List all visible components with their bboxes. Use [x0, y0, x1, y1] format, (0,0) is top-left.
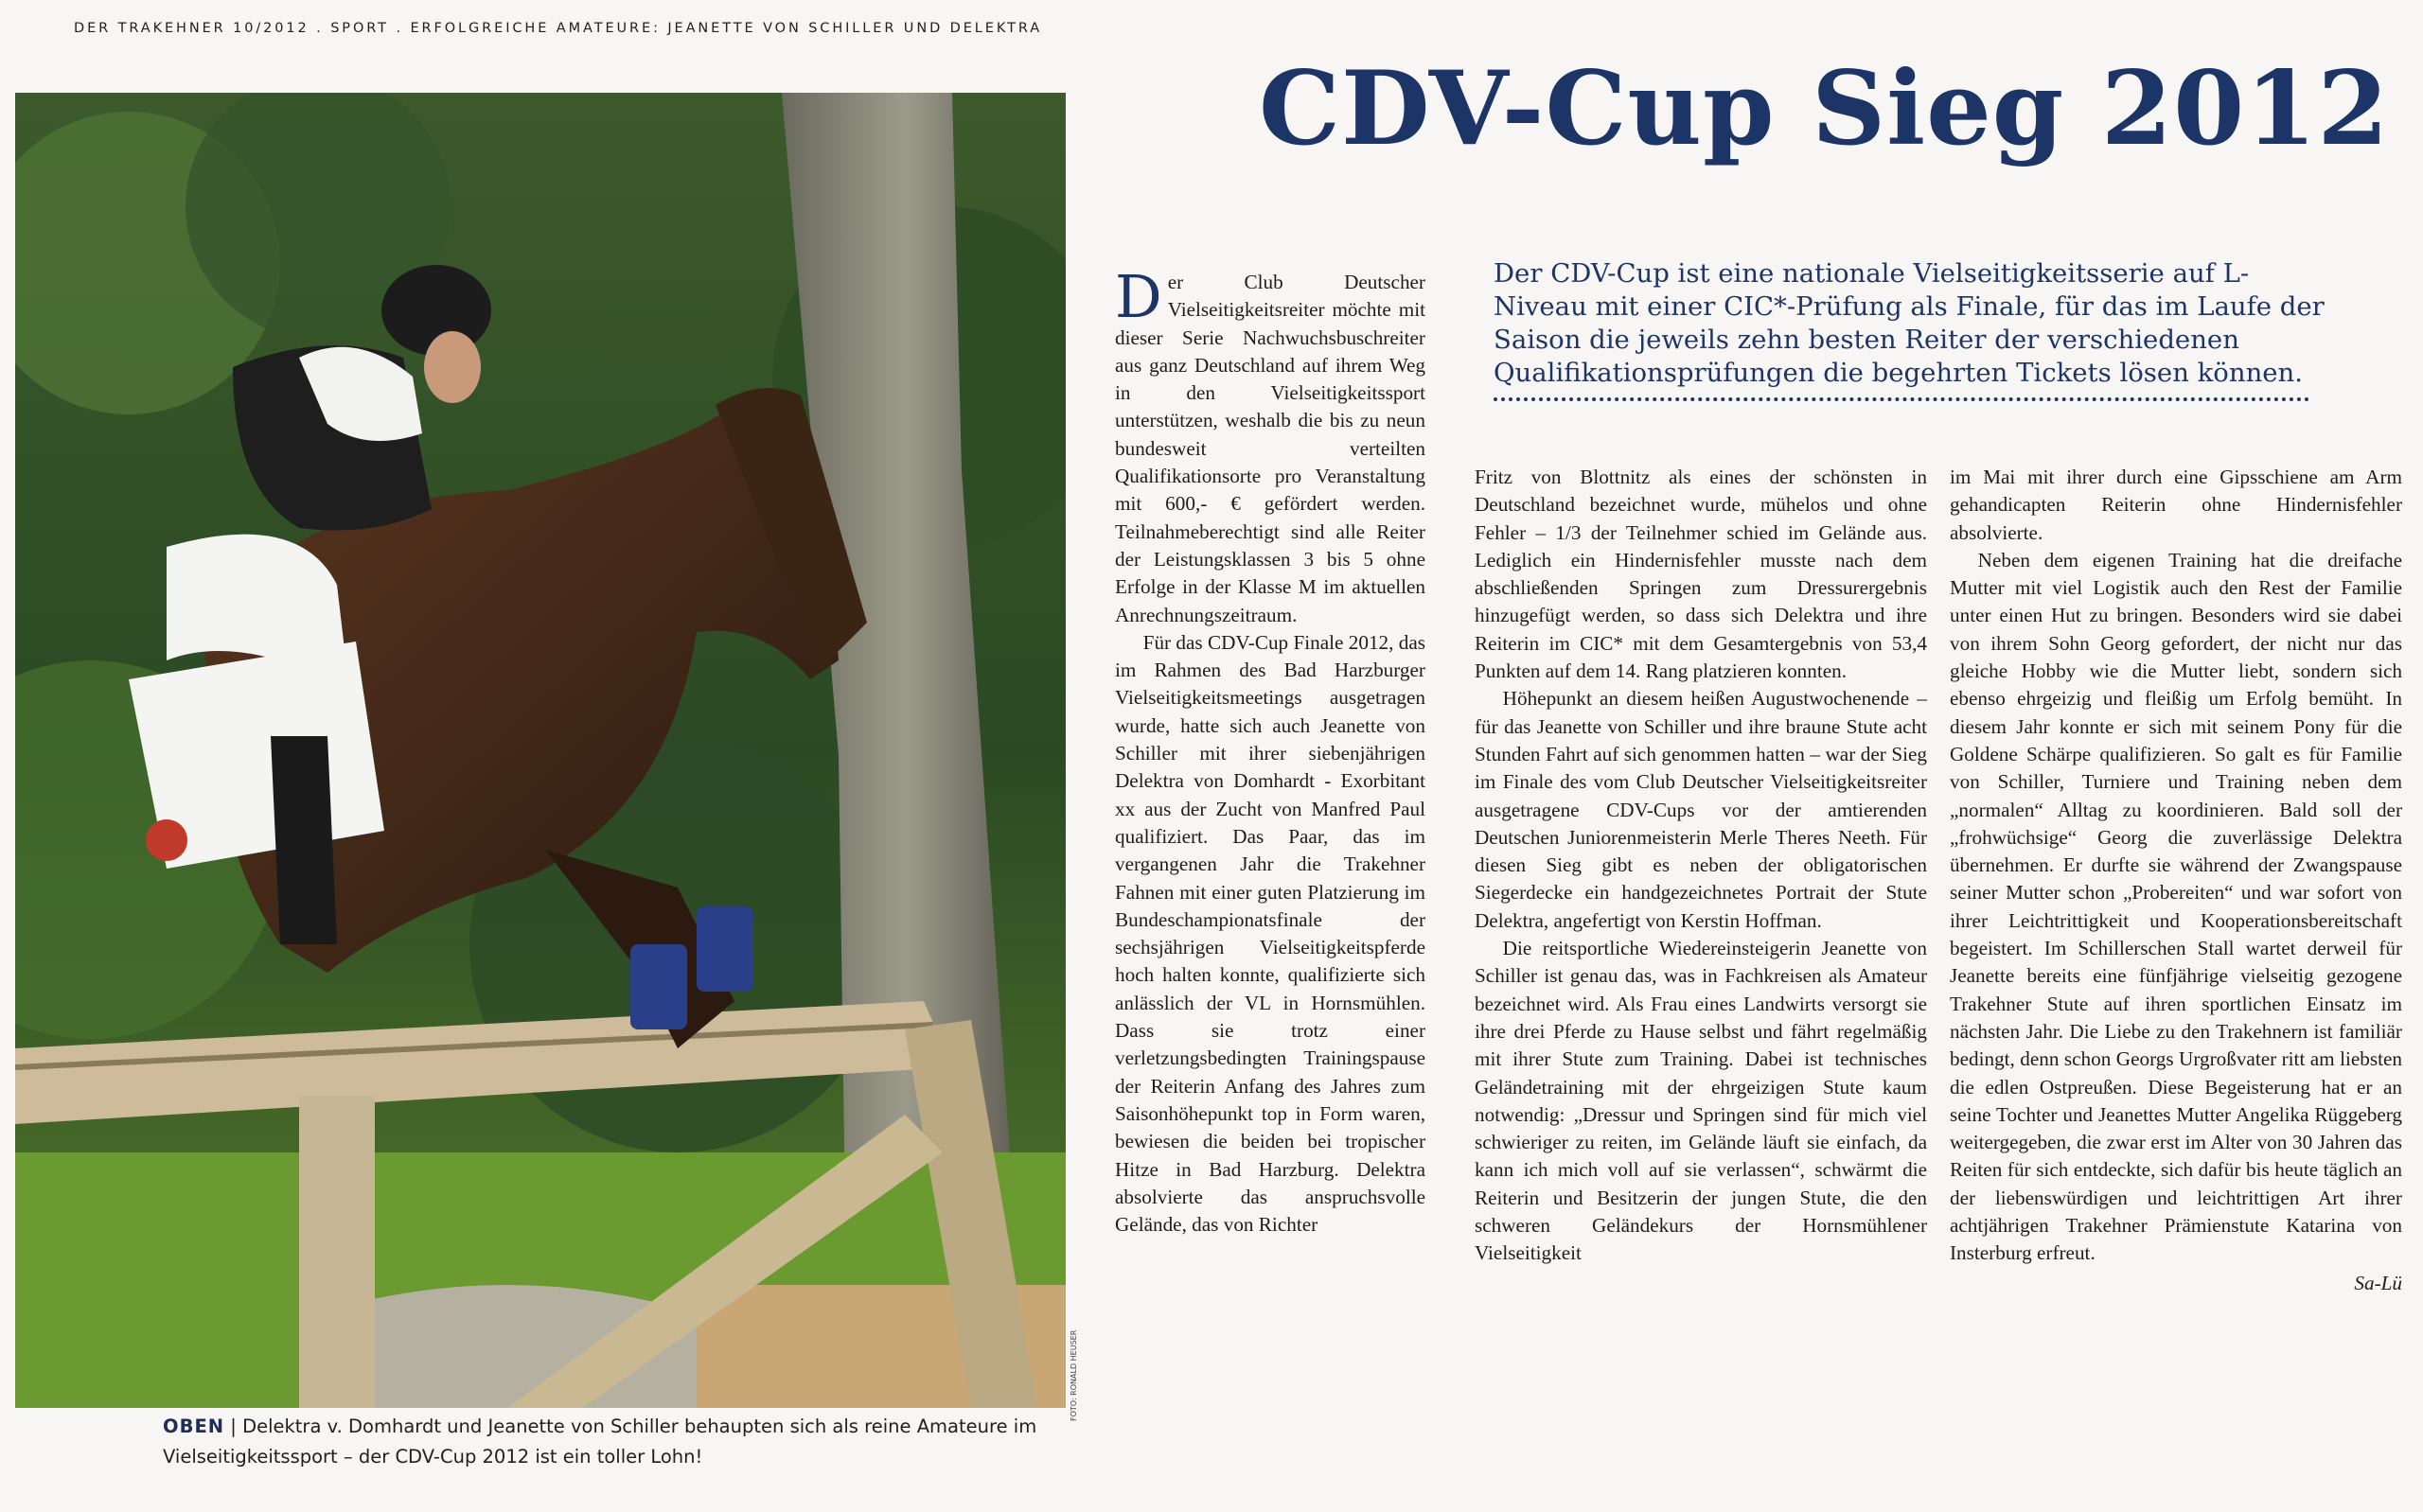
- article-column-3: [1950, 464, 2402, 1297]
- article-intro: Der CDV-Cup ist eine nationale Vielseitigkeitsserie auf L-Niveau mit einer CIC*-Prüfung als Finale, für das im Laufe der Saison die jeweils zehn besten Reiter der verschiedenen Qualifikationsprüfungen die begehrten Tickets lösen können.: [1494, 258, 2325, 388]
- photo-credit: FOTO: RONALD HEUSER: [1070, 1329, 1078, 1421]
- article-column-2: [1475, 464, 1927, 1268]
- article-title: CDV-Cup Sieg 2012: [1259, 49, 2390, 168]
- article-column-1: [1115, 262, 1425, 1239]
- drop-cap: D: [1115, 262, 1162, 331]
- paragraph: Neben dem eigenen Training hat die dreifache Mutter mit viel Logistik auch den Rest der Familie unter einen Hut zu bringen. Besonders wird sie dabei von ihrem Sohn Georg gefordert, der nicht nur das gleiche Hobby wie die Mutter liebt, sondern sich ebenso ehrgeizig und fleißig um Erfolg bemüht. In diesem Jahr konnte er sich mit seinem Pony für die Goldene Schärpe qualifizieren. So galt es für Familie von Schiller, Turniere und Training neben dem „normalen“ Alltag zu koordinieren. Bald soll der „frohwüchsige“ Georg die zuverlässige Delektra übernehmen. Er durfte sie während der Zwangspause seiner Mutter schon „Probereiten“ und war sofort von ihrer Leichtrittigkeit und Kooperationsbereitschaft begeistert. Im Schillerschen Stall wartet derweil für Jeanette bereits eine fünfjährige vielseitig gezogene Trakehner Stute auf ihren sportlichen Einsatz im nächsten Jahr. Die Liebe zu den Trakehnern ist familiär bedingt, denn schon Georgs Urgroßvater ritt am liebsten die edlen Ostpreußen. Diese Begeisterung hat er an seine Tochter und Jeanettes Mutter Angelika Rüggeberg weitergegeben, die zwar erst im Alter von 30 Jahren das Reiten für sich entdeckte, sich dafür bis heute täglich an der liebenswürdigen und leichtrittigen Art ihrer achtjährigen Trakehner Prämienstute Katarina von Insterburg erfreut.: [1950, 548, 2402, 1265]
- dotted-divider: [1494, 397, 2309, 401]
- paragraph: [1115, 262, 1425, 629]
- paragraph: Höhepunkt an diesem heißen Augustwochenende – für das Jeanette von Schiller und ihre braune Stute acht Stunden Fahrt auf sich genommen hatten – war der Sieg im Finale des vom Club Deutscher Vielseitigkeitsreiter ausgetragene CDV-Cups vor der amtierenden Deutschen Juniorenmeisterin Merle Theres Neeth. Für diesen Sieg gibt es neben der obligatorischen Siegerdecke ein handgezeichnetes Portrait der Stute Delektra, angefertigt von Kerstin Hoffman.: [1475, 687, 1927, 932]
- paragraph: im Mai mit ihrer durch eine Gipsschiene am Arm gehandicapten Reiterin ohne Hindernisfehler absolvierte.: [1950, 466, 2402, 544]
- running-head: DER TRAKEHNER 10/2012 . SPORT . ERFOLGREICHE AMATEURE: JEANETTE VON SCHILLER UND DELEKTRA: [74, 21, 1043, 36]
- horse-jump-photo: [15, 93, 1066, 1408]
- author-signature: Sa-Lü: [2354, 1271, 2402, 1294]
- paragraph: Für das CDV-Cup Finale 2012, das im Rahmen des Bad Harzburger Vielseitigkeitsmeetings ausgetragen wurde, hatte sich auch Jeanette von Schiller mit ihrer siebenjährigen Delektra von Domhardt - Exorbitant xx aus der Zucht von Manfred Paul qualifiziert. Das Paar, das im vergangenen Jahr die Trakehner Fahnen mit einer guten Platzierung im Bundeschampionatsfinale der sechsjährigen Vielseitigkeitspferde hoch halten konnte, qualifizierte sich anlässlich der VL in Hornsmühlen. Dass sie trotz einer verletzungsbedingten Trainingspause der Reiterin Anfang des Jahres zum Saisonhöhepunkt top in Form waren, bewiesen die beiden bei tropischer Hitze in Bad Harzburg. Delektra absolvierte das anspruchsvolle Gelände, das von Richter: [1115, 630, 1425, 1237]
- photo-caption: [163, 1412, 1109, 1472]
- paragraph: Die reitsportliche Wiedereinsteigerin Jeanette von Schiller ist genau das, was in Fachkreisen als Amateur bezeichnet wird. Als Frau eines Landwirts versorgt sie ihre drei Pferde zu Hause selbst und fährt regelmäßig mit ihrer Stute zum Training. Dabei ist technisches Geländetraining mit der ehrgeizigen Stute kaum notwendig: „Dressur und Springen sind für mich viel schwieriger zu reiten, im Gelände läuft sie einfach, da kann ich mich voll auf sie verlassen“, schwärmt die Reiterin und Besitzerin der jungen Stute, die den schweren Geländekurs der Hornsmühlener Vielseitigkeit: [1475, 937, 1927, 1265]
- caption-lead: OBEN: [163, 1415, 225, 1437]
- caption-separator: |: [224, 1415, 243, 1437]
- article-photo: [15, 93, 1066, 1408]
- caption-text: Delektra v. Domhardt und Jeanette von Schiller behaupten sich als reine Amateure im Vielseitigkeitssport – der CDV-Cup 2012 ist ein toller Lohn!: [163, 1415, 1037, 1468]
- paragraph: Fritz von Blottnitz als eines der schönsten in Deutschland bezeichnet wurde, mühelos und ohne Fehler – 1/3 der Teilnehmer schied im Gelände aus. Lediglich ein Hindernisfehler musste nach dem abschließenden Springen zum Dressurergebnis hinzugefügt werden, so dass sich Delektra und ihre Reiterin im CIC* mit dem Gesamtergebnis von 53,4 Punkten auf dem 14. Rang platzieren konnten.: [1475, 466, 1927, 683]
- paragraph-text: er Club Deutscher Vielseitigkeitsreiter möchte mit dieser Serie Nachwuchsbuschreiter aus ganz Deutschland auf ihrem Weg in den Vielseitigkeitssport unterstützen, weshalb die bis zu neun bundesweit verteilten Qualifikationsorte pro Veranstaltung mit 600,- € gefördert werden. Teilnahmeberechtigt sind alle Reiter der Leistungsklassen 3 bis 5 ohne Erfolge in der Klasse M im aktuellen Anrechnungszeitraum.: [1115, 271, 1425, 626]
